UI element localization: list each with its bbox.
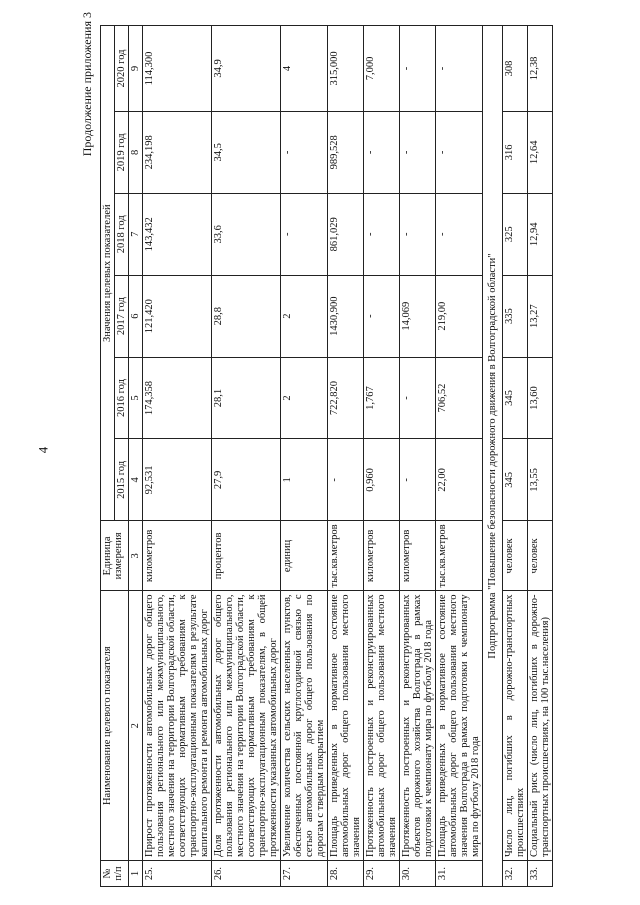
value-2020: 7,000 bbox=[364, 26, 400, 112]
value-2017: 28,8 bbox=[212, 275, 281, 357]
value-2018: - bbox=[400, 193, 436, 275]
value-2019: - bbox=[281, 111, 328, 193]
indicator-unit: тыс.кв.метров bbox=[328, 521, 364, 591]
rotated-page bbox=[80, 0, 640, 905]
value-2020: 12,38 bbox=[528, 26, 553, 112]
value-2018: 861,029 bbox=[328, 193, 364, 275]
value-2017: - bbox=[364, 275, 400, 357]
value-2018: - bbox=[281, 193, 328, 275]
table-caption: Продолжение приложения 3 bbox=[80, 12, 94, 157]
indicator-name: Число лиц, погибших в дорожно-транспортных происшествиях bbox=[503, 591, 528, 861]
indicator-unit: человек bbox=[503, 521, 528, 591]
value-2015: 92,531 bbox=[143, 439, 212, 521]
table-row bbox=[281, 26, 328, 887]
value-2020: 315,000 bbox=[328, 26, 364, 112]
value-2016: 345 bbox=[503, 357, 528, 439]
indicator-unit: километров bbox=[364, 521, 400, 591]
value-2019: 12,64 bbox=[528, 111, 553, 193]
value-2017: 1430,900 bbox=[328, 275, 364, 357]
value-2015: - bbox=[400, 439, 436, 521]
value-2015: 345 bbox=[503, 439, 528, 521]
table-row bbox=[436, 26, 483, 887]
header-year: 2017 год bbox=[115, 275, 129, 357]
col-number: 2 bbox=[129, 591, 143, 861]
value-2016: 1,767 bbox=[364, 357, 400, 439]
col-number: 7 bbox=[129, 193, 143, 275]
row-num: 33. bbox=[528, 861, 553, 887]
indicator-name: Протяженность построенных и реконструированных объектов дорожного хозяйства Волгограда в рамках подготовки к чемпионату мира по футболу 2018 года bbox=[400, 591, 436, 861]
table-row bbox=[143, 26, 212, 887]
value-2015: 1 bbox=[281, 439, 328, 521]
indicator-name: Прирост протяженности автомобильных дорог общего пользования регионального или межмуниципального, местного значения на территории Волгоградской области, соответствующих нормативным требованиям к транспортно-эксплуатационным показателям в результате капитального ремонта и ремонта автомобильных дорог bbox=[143, 591, 212, 861]
table-row bbox=[212, 26, 281, 887]
value-2019: 34,5 bbox=[212, 111, 281, 193]
value-2017: 13,27 bbox=[528, 275, 553, 357]
value-2016: 13,60 bbox=[528, 357, 553, 439]
value-2018: - bbox=[436, 193, 483, 275]
indicator-unit: тыс.кв.метров bbox=[436, 521, 483, 591]
value-2015: 13,55 bbox=[528, 439, 553, 521]
indicator-name: Площадь приведенных в нормативное состояние автомобильных дорог общего пользования местного значения bbox=[328, 591, 364, 861]
indicator-unit: километров bbox=[143, 521, 212, 591]
indicator-unit: человек bbox=[528, 521, 553, 591]
value-2016: - bbox=[400, 357, 436, 439]
value-2015: - bbox=[328, 439, 364, 521]
col-number: 8 bbox=[129, 111, 143, 193]
row-num: 30. bbox=[400, 861, 436, 887]
row-num: 29. bbox=[364, 861, 400, 887]
value-2019: 316 bbox=[503, 111, 528, 193]
col-number: 6 bbox=[129, 275, 143, 357]
value-2016: 174,358 bbox=[143, 357, 212, 439]
page-number: 4 bbox=[35, 446, 51, 454]
col-number: 9 bbox=[129, 26, 143, 112]
row-num: 26. bbox=[212, 861, 281, 887]
value-2020: 114,300 bbox=[143, 26, 212, 112]
indicator-name: Протяженность построенных и реконструированных автомобильных дорог общего пользования местного значения bbox=[364, 591, 400, 861]
col-number: 4 bbox=[129, 439, 143, 521]
row-num: 27. bbox=[281, 861, 328, 887]
value-2016: 706,52 bbox=[436, 357, 483, 439]
row-num: 32. bbox=[503, 861, 528, 887]
table-row bbox=[400, 26, 436, 887]
header-num: № п/п bbox=[101, 861, 129, 887]
header-year: 2018 год bbox=[115, 193, 129, 275]
table-row bbox=[503, 26, 528, 887]
indicator-unit: процентов bbox=[212, 521, 281, 591]
value-2020: 4 bbox=[281, 26, 328, 112]
header-name: Наименование целевого показателя bbox=[101, 591, 129, 861]
indicator-name: Увеличение количества сельских населенных пунктов, обеспеченных постоянной круглогодичной связью с сетью автомобильных дорог общего пользования по дорогам с твердым покрытием bbox=[281, 591, 328, 861]
value-2016: 722,820 bbox=[328, 357, 364, 439]
value-2019: - bbox=[436, 111, 483, 193]
value-2016: 2 bbox=[281, 357, 328, 439]
value-2017: 14,069 bbox=[400, 275, 436, 357]
value-2018: 325 bbox=[503, 193, 528, 275]
header-unit: Единица измерения bbox=[101, 521, 129, 591]
value-2018: 143,432 bbox=[143, 193, 212, 275]
indicator-name: Площадь приведенных в нормативное состояние автомобильных дорог общего пользования местного значения Волгограда в рамках подготовки к чемпионату мира по футболу 2018 года bbox=[436, 591, 483, 861]
value-2019: 989,528 bbox=[328, 111, 364, 193]
value-2020: 308 bbox=[503, 26, 528, 112]
value-2019: - bbox=[400, 111, 436, 193]
row-num: 31. bbox=[436, 861, 483, 887]
value-2019: 234,198 bbox=[143, 111, 212, 193]
subprogram-row bbox=[483, 26, 503, 887]
header-year: 2019 год bbox=[115, 111, 129, 193]
table-row bbox=[528, 26, 553, 887]
value-2020: - bbox=[436, 26, 483, 112]
indicator-name: Социальный риск (число лиц, погибших в дорожно-транспортных происшествиях, на 100 тыс.населения) bbox=[528, 591, 553, 861]
row-num: 28. bbox=[328, 861, 364, 887]
target-indicators-table bbox=[100, 25, 553, 887]
value-2017: 219,00 bbox=[436, 275, 483, 357]
col-number: 3 bbox=[129, 521, 143, 591]
value-2018: 12,94 bbox=[528, 193, 553, 275]
value-2017: 121,420 bbox=[143, 275, 212, 357]
header-year: 2015 год bbox=[115, 439, 129, 521]
value-2017: 2 bbox=[281, 275, 328, 357]
value-2016: 28,1 bbox=[212, 357, 281, 439]
table-row bbox=[328, 26, 364, 887]
indicator-unit: единиц bbox=[281, 521, 328, 591]
header-year: 2020 год bbox=[115, 26, 129, 112]
value-2020: 34,9 bbox=[212, 26, 281, 112]
col-number: 5 bbox=[129, 357, 143, 439]
value-2018: 33,6 bbox=[212, 193, 281, 275]
indicator-unit: километров bbox=[400, 521, 436, 591]
value-2015: 27,9 bbox=[212, 439, 281, 521]
header-values-group: Значения целевых показателей bbox=[101, 26, 115, 521]
value-2015: 0,960 bbox=[364, 439, 400, 521]
subprogram-title: Подпрограмма "Повышение безопасности дорожного движения в Волгоградской области" bbox=[483, 26, 503, 887]
indicator-name: Доля протяженности автомобильных дорог общего пользования регионального или межмуниципального, местного значения на территории Волгоградской области, соответствующих нормативным требованиям к транспортно-эксплуатационным показателям, в общей протяженности указанных автомобильных дорог bbox=[212, 591, 281, 861]
table-row bbox=[364, 26, 400, 887]
value-2017: 335 bbox=[503, 275, 528, 357]
value-2015: 22,00 bbox=[436, 439, 483, 521]
row-num: 25. bbox=[143, 861, 212, 887]
value-2020: - bbox=[400, 26, 436, 112]
col-number: 1 bbox=[129, 861, 143, 887]
value-2019: - bbox=[364, 111, 400, 193]
header-year: 2016 год bbox=[115, 357, 129, 439]
value-2018: - bbox=[364, 193, 400, 275]
